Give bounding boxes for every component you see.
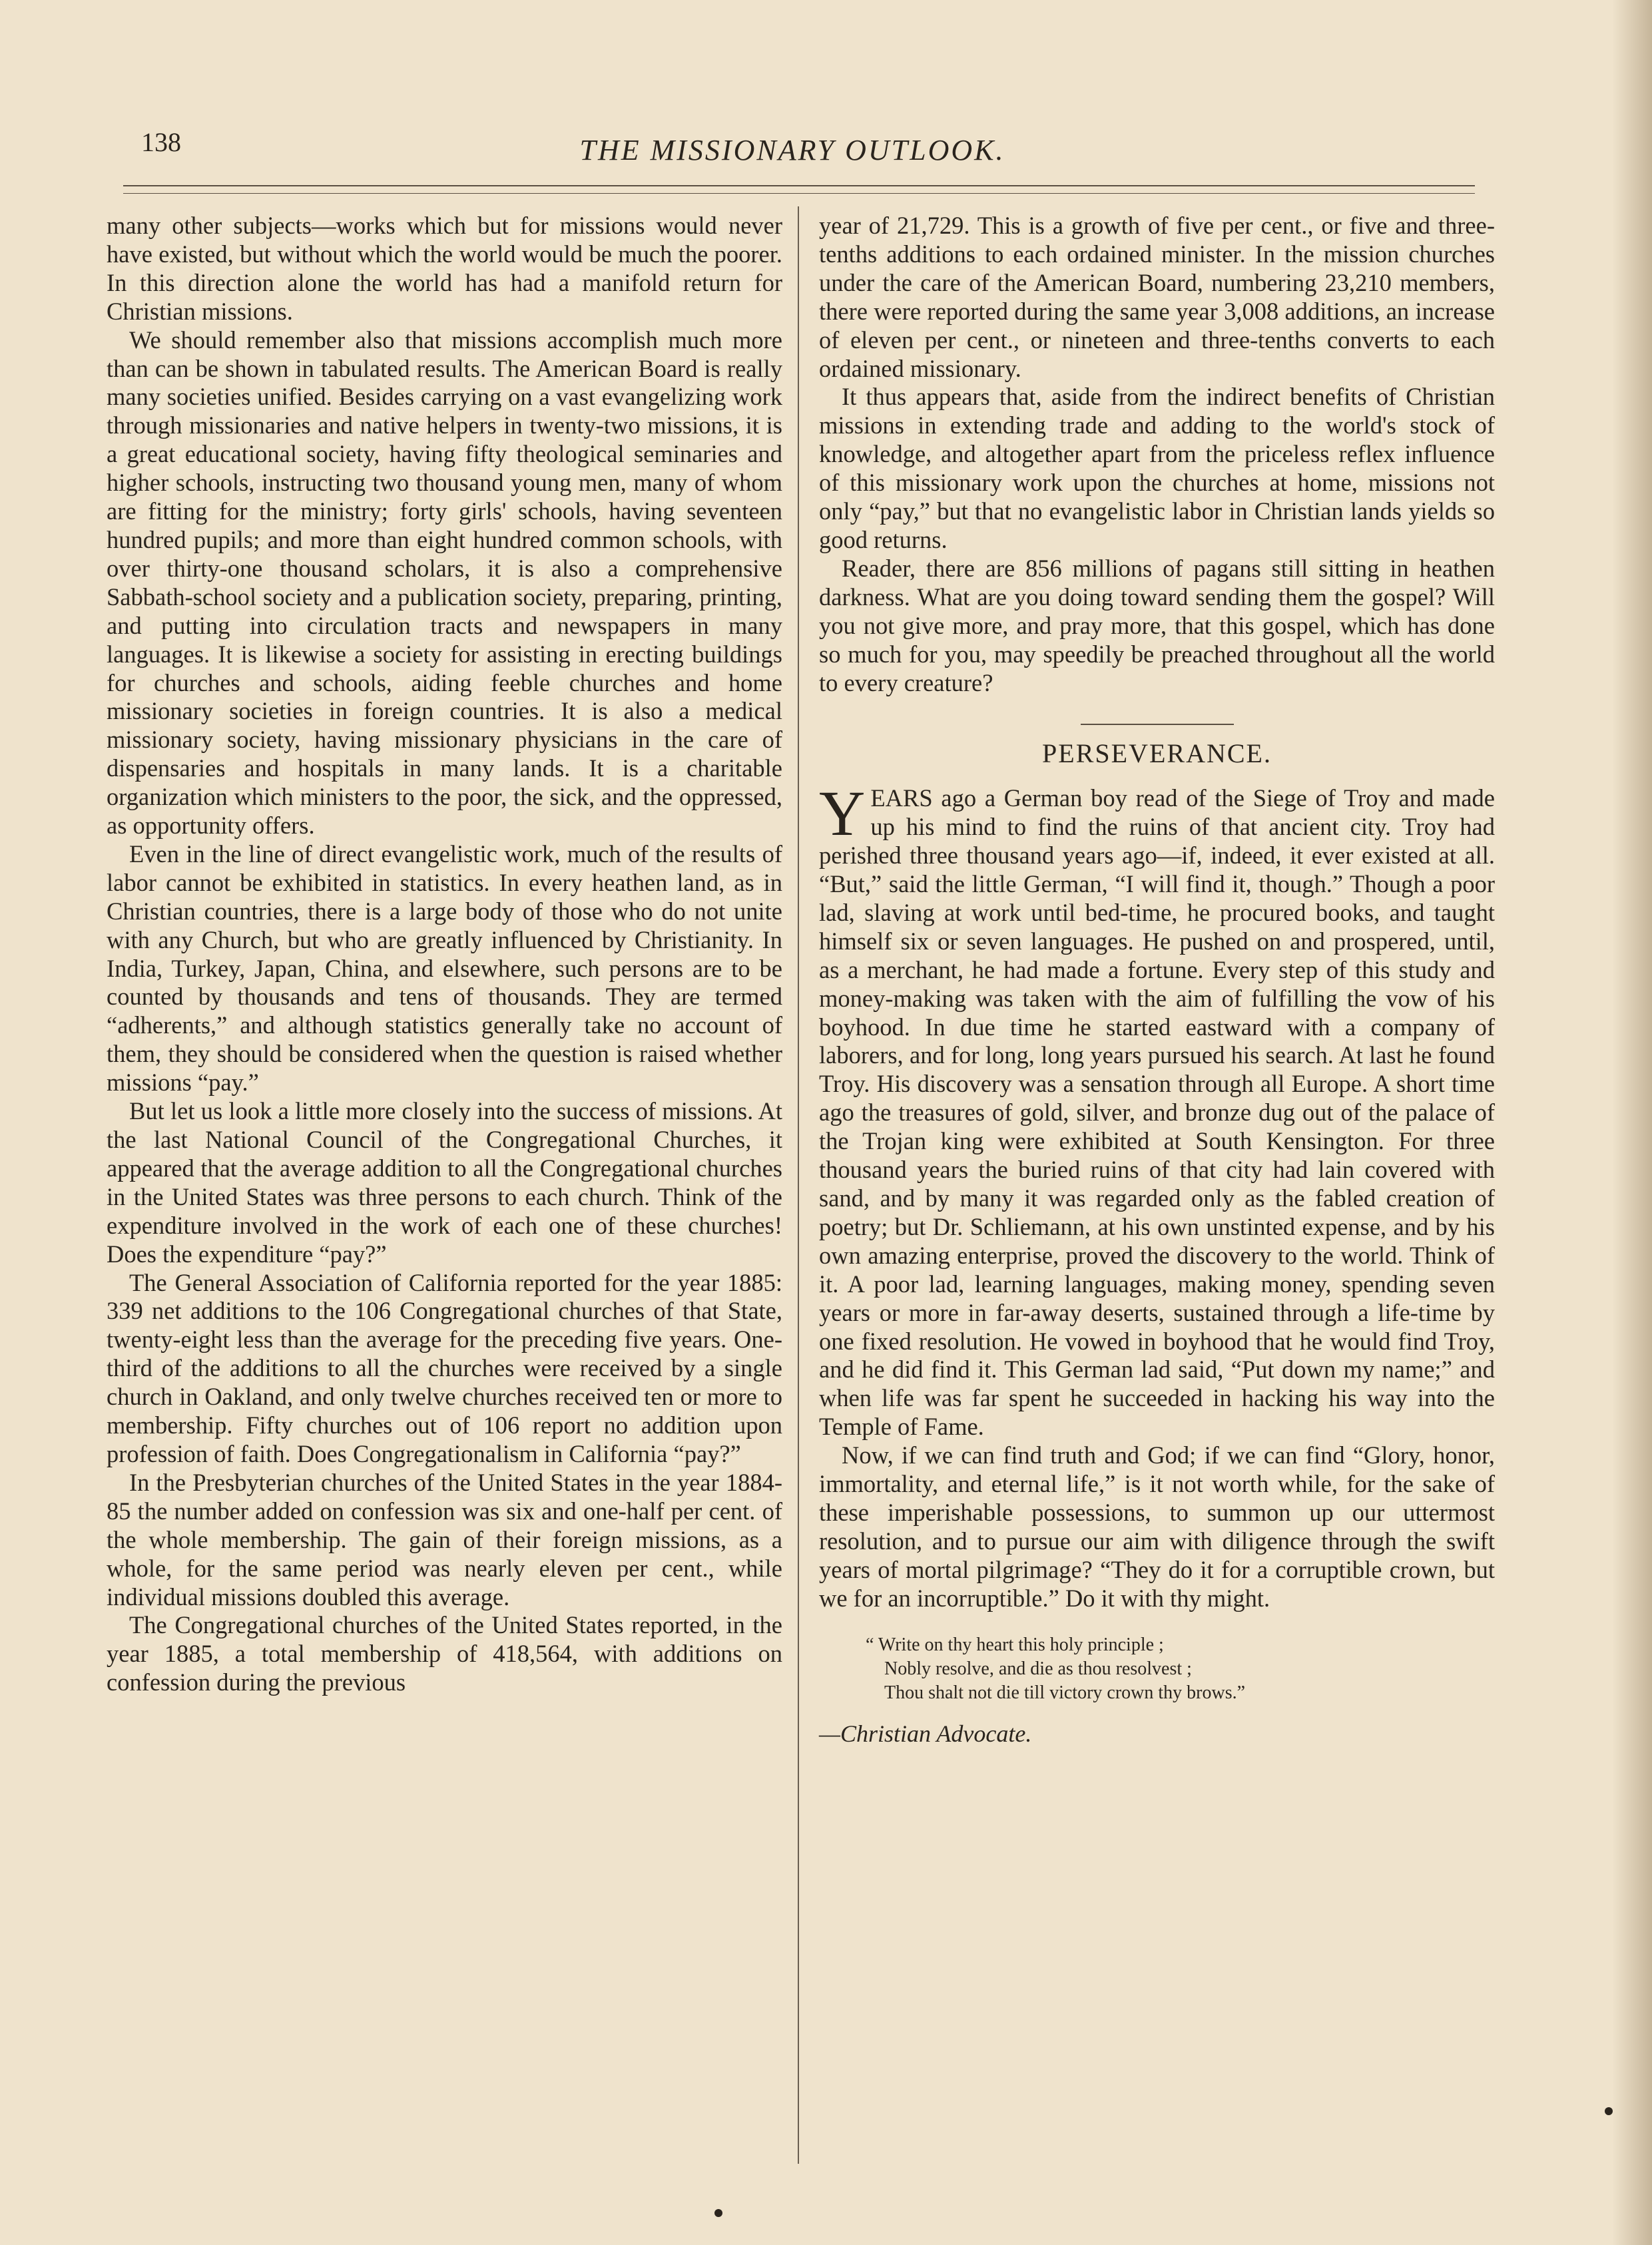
drop-cap: Y bbox=[819, 778, 866, 850]
poem-line: “ Write on thy heart this holy principle ; bbox=[866, 1634, 1164, 1655]
article-paragraph: Even in the line of direct evangelistic work, much of the results of labor cannot be exhibited in statistics. In every heathen land, as in Christian countries, there is a large body of those who do not unite with any Church, but who are greatly influenced by Christianity. In India, Turkey, Japan, China, and elsewhere, such persons are to be counted by thousands and tens of thousands. They are termed “adherents,” and although statistics generally take no account of them, they should be considered when the question is raised whether missions “pay.” bbox=[107, 840, 782, 1097]
header-rule-thin bbox=[123, 193, 1475, 194]
article-paragraph: We should remember also that missions accomplish much more than can be shown in tabulated results. The American Board is really many societies unified. Besides carrying on a vast evangelizing work through missionaries and native helpers in twenty-two missions, it is a great educational society, having fifty theological seminaries and higher schools, instructing two thousand young men, many of whom are fitting for the ministry; forty girls' schools, having seventeen hundred pupils; and more than eight hundred common schools, with over thirty-one thousand scholars, it is also a comprehensive Sabbath-school society and a publication society, preparing, printing, and putting into circulation tracts and newspapers in many languages. It is likewise a society for assisting in erecting buildings for churches and schools, aiding feeble churches and home missionary societies in foreign countries. It is also a medical missionary society, having missionary physicians in the care of dispensaries and hospitals in many lands. It is a charitable organization which ministers to the poor, the sick, and the oppressed, as opportunity offers. bbox=[107, 326, 782, 840]
journal-title: THE MISSIONARY OUTLOOK. bbox=[579, 134, 1005, 166]
perseverance-paragraph bbox=[819, 778, 1495, 1441]
article-paragraph: many other subjects—works which but for missions would never have existed, but without which the world would be much the poorer. In this direction alone the world has had a manifold return for Christian missions. bbox=[107, 212, 782, 325]
column-divider bbox=[798, 206, 799, 2164]
perseverance-text: EARS ago a German boy read of the Siege of Troy and made up his mind to find the ruins of that ancient city. Troy had perished three thousand years ago—if, indeed, it ever existed at all. “But,” said the little German, “I will find it, though.” Though a poor lad, slaving at work until bed-time, he procured books, and taught himself six or seven languages. He pushed on and prospered, until, as a merchant, he had made a fortune. Every step of this study and money-making was taken with the aim of fulfilling the vow of his boyhood. In due time he started eastward with a company of laborers, and for long, long years pursued his search. At last he found Troy. His discovery was a sensation through all Europe. A short time ago the treasures of gold, silver, and bronze dug out of the palace of the Trojan king were exhibited at South Kensington. For three thousand years the buried ruins of that city had lain covered with sand, and by many it was regarded only as the fabled creation of poetry; but Dr. Schliemann, at his own unstinted expense, and by his own amazing enterprise, proved the discovery to the world. Think of it. A poor lad, learning languages, making money, spending seven years or more in far-away deserts, sustained through a life-time by one fixed resolution. He vowed in boyhood that he would find Troy, and he did find it. This German lad said, “Put down my name;” and when life was far spent he succeeded in hacking his way into the Temple of Fame. bbox=[819, 784, 1495, 1441]
article-paragraph: The General Association of California reported for the year 1885: 339 net additions to the 106 Congregational churches of that State, twenty-eight less than the average for the preceding five years. One-third of the additions to all the churches were received by a single church in Oakland, and only twelve churches received ten or more to membership. Fifty churches out of 106 report no addition upon profession of faith. Does Congregationalism in California “pay?” bbox=[107, 1268, 782, 1467]
print-mark bbox=[714, 2209, 722, 2217]
source-attribution: —Christian Advocate. bbox=[819, 1720, 1032, 1747]
section-divider bbox=[1081, 724, 1234, 725]
section-title: PERSEVERANCE. bbox=[1042, 738, 1272, 769]
article-paragraph: The Congregational churches of the United States reported, in the year 1885, a total membership of 418,564, with additions on confession during the previous bbox=[107, 1611, 782, 1696]
poem-line: Thou shalt not die till victory crown thy brows.” bbox=[884, 1682, 1246, 1703]
article-paragraph: But let us look a little more closely into the success of missions. At the last National Council of the Congregational Churches, it appeared that the average addition to all the Congregational churches in the United States was three persons to each church. Think of the expenditure involved in the work of each one of these churches! Does the expenditure “pay?” bbox=[107, 1097, 782, 1268]
poem-line: Nobly resolve, and die as thou resolvest ; bbox=[884, 1658, 1192, 1679]
article-paragraph: It thus appears that, aside from the indirect benefits of Christian missions in extending trade and adding to the world's stock of knowledge, and altogether apart from the priceless reflex influence of this missionary work upon the churches at home, missions not only “pay,” but that no evangelistic labor in Christian lands yields so good returns. bbox=[819, 383, 1495, 553]
left-column bbox=[107, 212, 782, 1697]
print-mark bbox=[1605, 2107, 1613, 2115]
article-paragraph: Reader, there are 856 millions of pagans still sitting in heathen darkness. What are you doing toward sending them the gospel? Will you not give more, and pray more, that this gospel, which has done so much for you, may speedily be preached throughout all the world to every creature? bbox=[819, 554, 1495, 696]
poem-quote bbox=[866, 1633, 1495, 1705]
article-paragraph: year of 21,729. This is a growth of five per cent., or five and three-tenths additions to each ordained minister. In the mission churches under the care of the American Board, numbering 23,210 members, there were reported during the same year 3,008 additions, an increase of eleven per cent., or nineteen and three-tenths converts to each ordained missionary. bbox=[819, 212, 1495, 382]
right-column bbox=[819, 212, 1495, 1748]
header-rule bbox=[123, 185, 1475, 186]
page-number: 138 bbox=[141, 127, 181, 157]
perseverance-paragraph: Now, if we can find truth and God; if we can find “Glory, honor, immortality, and eternal life,” is it not worth while, for the sake of these imperishable possessions, to summon up our uttermost resolution, and to pursue our aim with diligence through the swift years of mortal pilgrimage? “They do it for a corruptible crown, but we for an incorruptible.” Do it with thy might. bbox=[819, 1441, 1495, 1612]
page-edge-shadow bbox=[1612, 0, 1652, 2245]
running-head bbox=[120, 126, 1465, 173]
article-paragraph: In the Presbyterian churches of the United States in the year 1884-85 the number added on confession was six and one-half per cent. of the whole membership. The gain of their foreign missions, as a whole, for the same period was nearly eleven per cent., while individual missions doubled this average. bbox=[107, 1468, 782, 1611]
